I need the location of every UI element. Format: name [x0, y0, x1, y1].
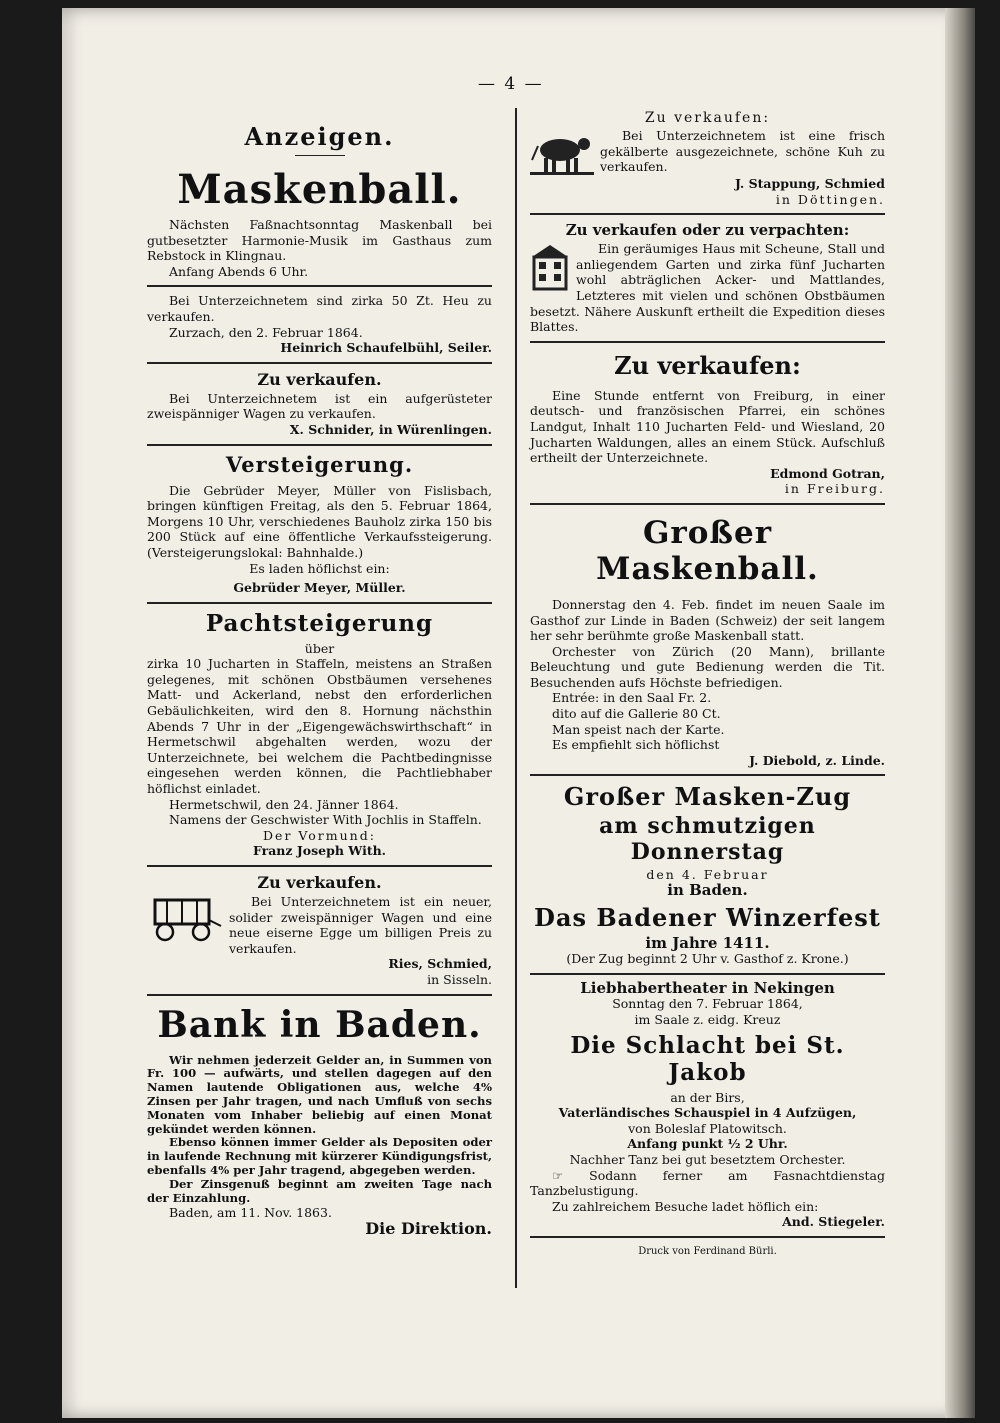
kuh-title: Zu verkaufen: [644, 110, 771, 126]
pacht-guardian: Der Vormund: [263, 827, 376, 843]
versteigerung-invite: Es laden höflichst ein: [249, 560, 390, 576]
theater-author: von Boleslaf Platowitsch. [628, 1120, 787, 1136]
versteigerung-sign: Gebrüder Meyer, Müller. [233, 580, 406, 596]
theater-place: im Saale z. eidg. Kreuz [634, 1012, 781, 1027]
versteigerung-title: Versteigerung. [225, 451, 414, 477]
haus-title: Zu verkaufen oder zu verpachten: [565, 221, 850, 240]
maskenzug-note: (Der Zug beginnt 2 Uhr v. Gasthof z. Krone.) [566, 951, 849, 967]
pacht-sign: Franz Joseph With. [252, 843, 387, 859]
divider [530, 774, 885, 776]
wagen-sign: X. Schnider, in Würenlingen. [289, 421, 492, 437]
grosser-maskenball-title: Großer Maskenball. [596, 514, 819, 587]
landgut-sign1: Edmond Gotran, [770, 465, 885, 481]
divider [530, 503, 885, 505]
right-column [530, 108, 885, 1257]
pacht-date: Hermetschwil, den 24. Jänner 1864. [169, 796, 399, 812]
bank-paragraph-2: Ebenso können immer Gelder als Depositen oder in laufende Rechnung mit kürzerer Kündigungsfrist, ebenfalls 4% per Jahr tragend, abgegeben werden. [147, 1135, 492, 1177]
bank-paragraph-3: Der Zinsgenuß beginnt am zweiten Tage nach der Einzahlung. [147, 1176, 492, 1205]
egge-sign2: in Sisseln. [427, 971, 492, 987]
page-edge-shadow [945, 8, 975, 1418]
theater-invite: Zu zahlreichem Besuche ladet höflich ein: [552, 1198, 819, 1214]
maskenball-text: Nächsten Faßnachtsonntag Maskenball bei gutbesetzter Harmonie-Musik im Gasthaus zum Rebstock in Klingnau. [147, 217, 492, 264]
grosser-sign: J. Diebold, z. Linde. [749, 752, 885, 768]
theater-at: an der Birs, [670, 1089, 745, 1105]
grosser-text: Donnerstag den 4. Feb. findet im neuen Saale im Gasthof zur Linde in Baden (Schweiz) der seit langem her sehr berühmte große Maskenball statt. [530, 596, 885, 644]
bank-paragraph-1: Wir nehmen jederzeit Gelder an, in Summen von Fr. 100 — aufwärts, und stellen dagegen auf den Namen lautende Obligationen aus, welche 4% Zinsen per Jahr tragen, und nach Umfluß von sechs Monaten vom Inhaber beliebig auf einen Monat gekündet werden können. [147, 1052, 492, 1136]
maskenball-start: Anfang Abends 6 Uhr. [169, 263, 309, 279]
divider [530, 341, 885, 343]
page-number: — 4 — [478, 74, 544, 94]
kuh-sign1: J. Stappung, Schmied [734, 176, 885, 191]
bank-date: Baden, am 11. Nov. 1863. [169, 1205, 332, 1221]
heu-date: Zurzach, den 2. Februar 1864. [169, 324, 363, 340]
maskenzug-place: in Baden. [667, 881, 748, 900]
section-header: Anzeigen. [244, 122, 395, 151]
bank-sign: Die Direktion. [365, 1218, 492, 1238]
theater-start: Anfang punkt ½ 2 Uhr. [627, 1136, 788, 1152]
egge-title: Zu verkaufen. [257, 873, 382, 892]
kuh-sign2: in Döttingen. [775, 191, 885, 207]
divider [147, 994, 492, 996]
carriage-icon [147, 896, 223, 942]
divider [530, 1236, 885, 1238]
wagen-title: Zu verkaufen. [257, 369, 382, 389]
maskenball-title: Maskenball. [177, 166, 462, 213]
bank-title: Bank in Baden. [157, 1003, 482, 1046]
landgut-title: Zu verkaufen: [614, 350, 801, 380]
pointing-hand-icon: ☞ [552, 1167, 590, 1183]
theater-sign: And. Stiegeler. [782, 1214, 885, 1230]
printer-imprint: Druck von Ferdinand Bürli. [638, 1245, 777, 1257]
landgut-sign2: in Freiburg. [784, 481, 885, 497]
heu-sign: Heinrich Schaufelbühl, Seiler. [280, 340, 492, 356]
theater-play: Die Schlacht bei St. Jakob [570, 1031, 845, 1086]
grosser-orchestra: Orchester von Zürich (20 Mann), brillante Beleuchtung und gute Bedienung werden die Tit. Besuchenden aufs Höchste befriedigen. [530, 643, 885, 690]
divider [295, 155, 345, 156]
grosser-entry-2: dito auf die Gallerie 80 Ct. [552, 706, 721, 722]
divider [147, 602, 492, 604]
pacht-names: Namens der Geschwister With Jochlis in Staffeln. [169, 812, 482, 828]
egge-sign1: Ries, Schmied, [388, 956, 492, 972]
pacht-title: Pachtsteigerung [205, 609, 434, 637]
versteigerung-text: Die Gebrüder Meyer, Müller von Fislisbach, bringen künftigen Freitag, als den 5. Februar 1864, Morgens 10 Uhr, verschiedenes Bauholz zirka 150 bis 200 Stück auf eine öffentliche Verkaufssteigerung. (Versteigerungslokal: Bahnhalde.) [147, 482, 492, 560]
theater-carnival-text: Sodann ferner am Fasnachtdienstag Tanzbelustigung. [530, 1167, 885, 1199]
grosser-entry-1: Entrée: in den Saal Fr. 2. [552, 690, 712, 706]
maskenzug-title: Großer Masken-Zug [563, 782, 852, 812]
divider [530, 973, 885, 975]
maskenzug-subtitle: am schmutzigen Donnerstag [599, 813, 816, 866]
egge-text: Bei Unterzeichnetem ist ein neuer, solider zweispänniger Wagen und eine neue eiserne Egge um billigen Preis zu verkaufen. [229, 894, 492, 956]
theater-carnival [530, 1168, 885, 1199]
house-icon [530, 243, 570, 291]
divider [147, 362, 492, 364]
maskenzug-date: den 4. Februar [646, 867, 769, 883]
haus-text: Ein geräumiges Haus mit Scheune, Stall und anliegendem Garten und zirka fünf Jucharten wohl abträglichen Acker- und Mattlandes, Letzteres mit vielen und schönen Obstbäumen besetzt. Nähere Auskunft ertheilt die Expedition dieses Blattes. [530, 241, 885, 335]
theater-date: Sonntag den 7. Februar 1864, [612, 996, 803, 1012]
theater-title: Liebhabertheater in Nekingen [580, 978, 835, 997]
kuh-text: Bei Unterzeichnetem ist eine frisch gekälberte ausgezeichnete, schöne Kuh zu verkaufen. [600, 128, 885, 175]
divider [147, 865, 492, 867]
wagen-text: Bei Unterzeichnetem ist ein aufgerüsteter zweispänniger Wagen zu verkaufen. [147, 390, 492, 422]
cow-icon [530, 130, 594, 176]
grosser-menu: Man speist nach der Karte. [552, 721, 725, 737]
theater-genre: Vaterländisches Schauspiel in 4 Aufzügen, [558, 1105, 857, 1121]
divider [530, 213, 885, 215]
landgut-text: Eine Stunde entfernt von Freiburg, in einer deutsch- und französischen Pfarrei, ein schönes Landgut, Inhalt 110 Jucharten Feld- und Wiesland, 20 Jucharten Waldungen, alles an einem Stück. Aufschluß ertheilt der Unterzeichnete. [530, 387, 885, 466]
grosser-recommend: Es empfiehlt sich höflichst [552, 737, 720, 753]
heu-text: Bei Unterzeichnetem sind zirka 50 Zt. Heu zu verkaufen. [147, 293, 492, 324]
column-divider [515, 108, 517, 1288]
divider [147, 285, 492, 287]
pacht-over: über [304, 640, 335, 656]
winzerfest-title: Das Badener Winzerfest [534, 902, 881, 932]
divider [147, 444, 492, 446]
winzerfest-year: im Jahre 1411. [645, 933, 770, 952]
left-column [147, 108, 492, 1237]
pacht-text: zirka 10 Jucharten in Staffeln, meistens an Straßen gelegenes, mit schönen Obstbäumen versehenes Matt- und Ackerland, nebst den erforderlichen Gebäulichkeiten, wird den 8. Hornung nächsthin Abends 7 Uhr in der „Eigengewächswirthschaft“ in Hermetschwil abgehalten werden, wozu der Unterzeichnete, bei welchem die Pachtbedingnisse eingesehen werden können, die Pachtliebhaber höflichst einladet. [147, 656, 492, 797]
theater-dance: Nachher Tanz bei gut besetztem Orchester. [569, 1151, 846, 1167]
